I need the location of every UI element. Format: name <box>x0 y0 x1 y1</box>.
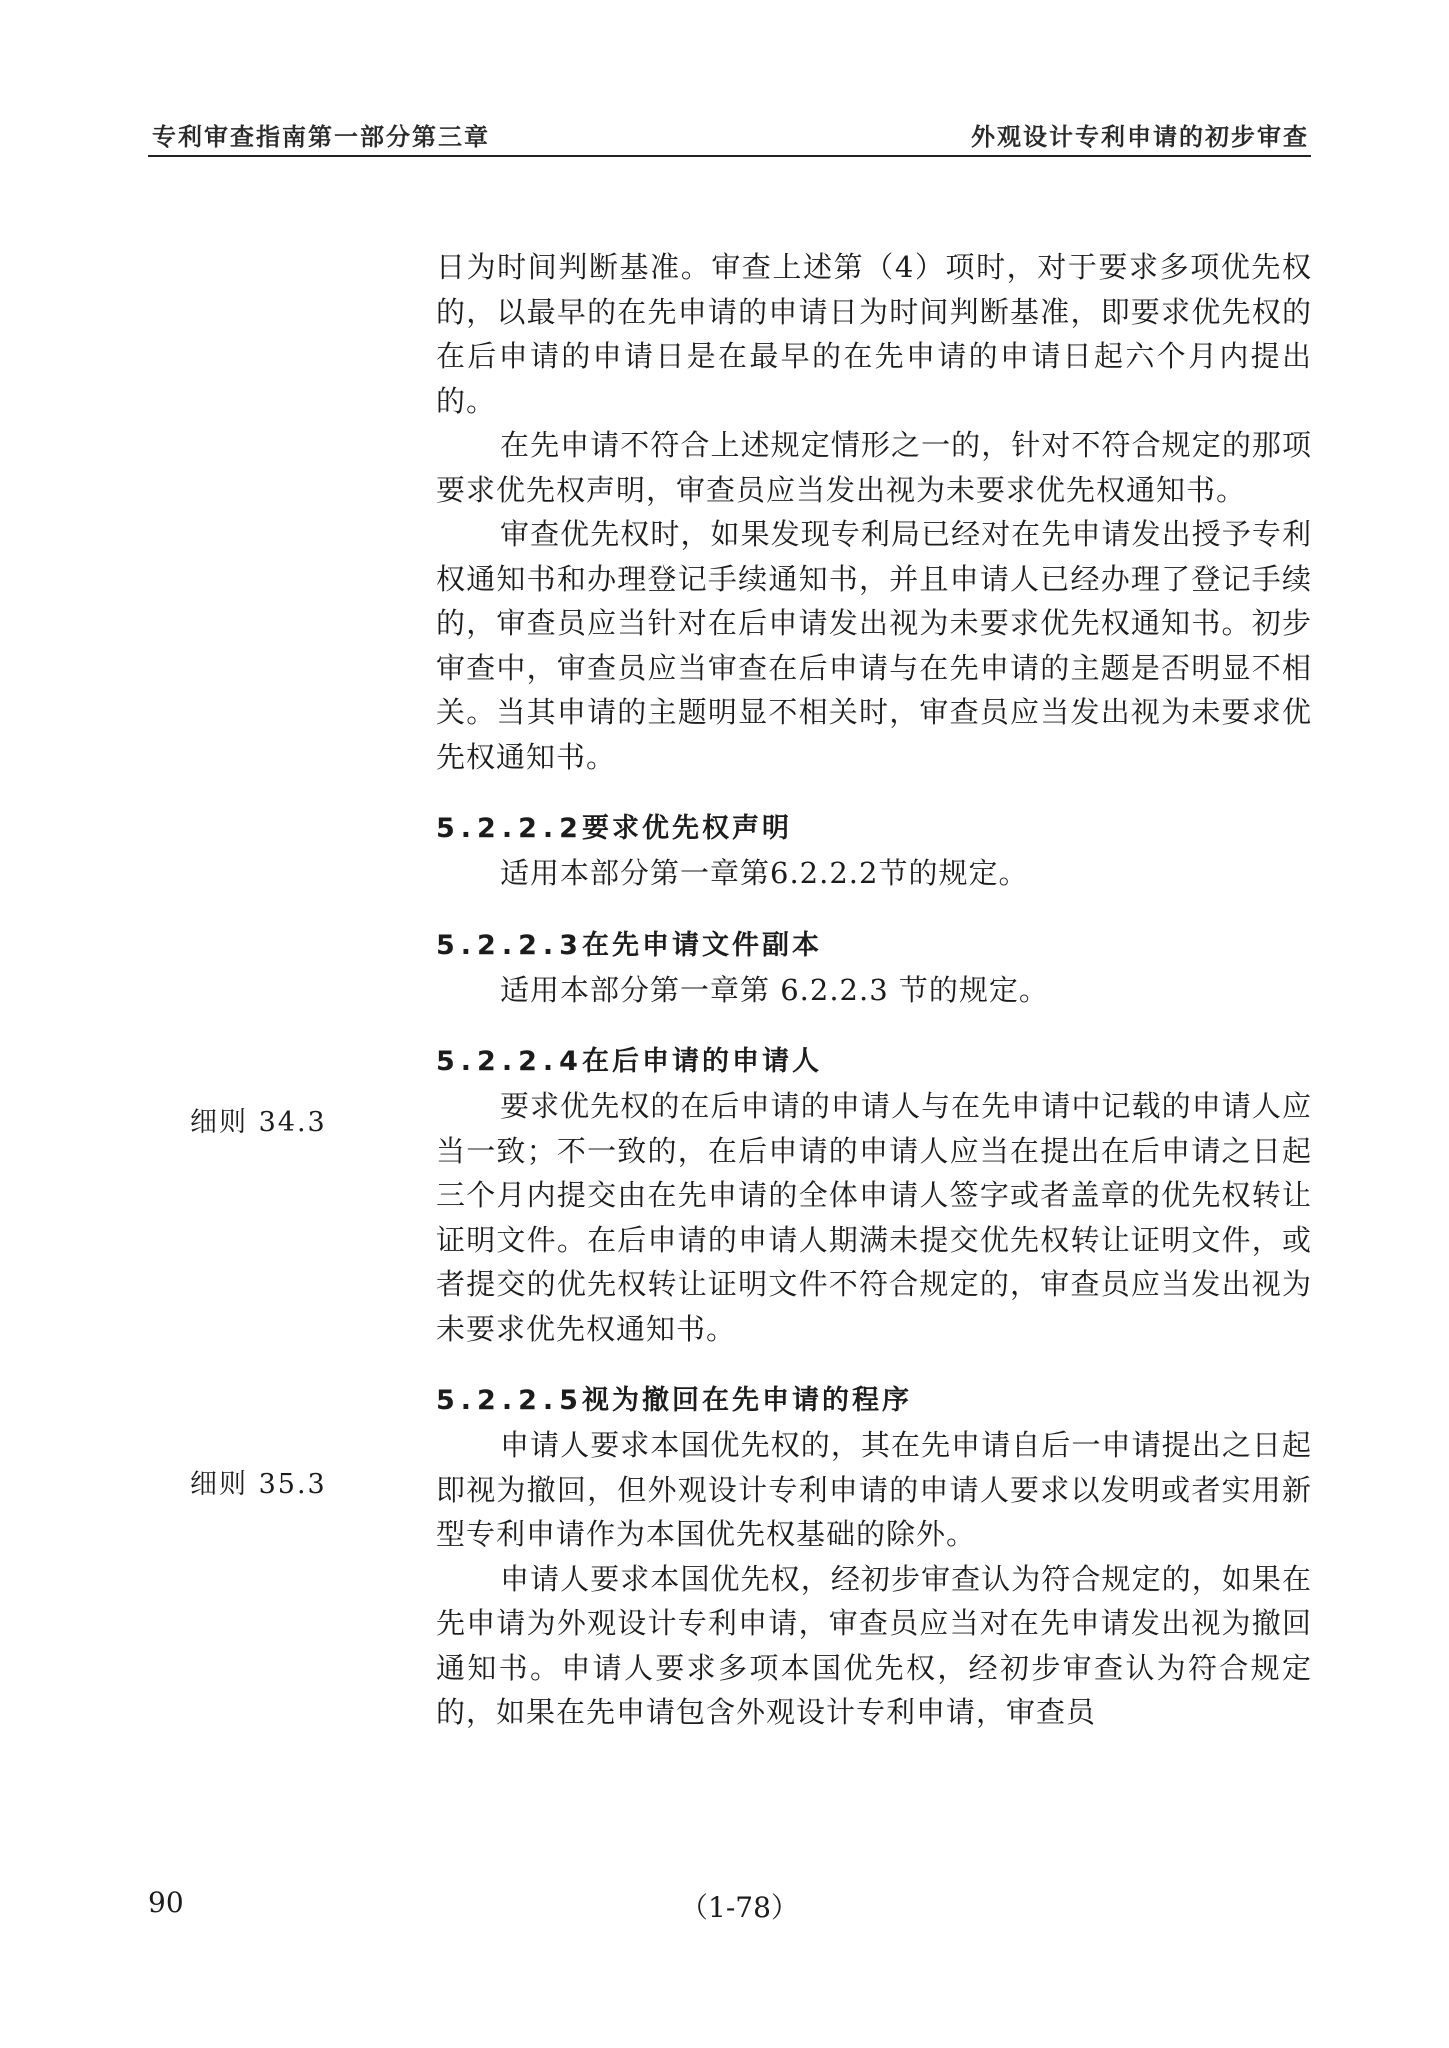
paragraph: 申请人要求本国优先权的，其在先申请自后一申请提出之日起即视为撤回，但外观设计专利申请的申请人要求以发明或者实用新型专利申请作为本国优先权基础的除外。 <box>436 1428 1312 1551</box>
paragraph: 适用本部分第一章第6.2.2.2节的规定。 <box>500 856 1029 890</box>
running-header <box>148 113 1311 157</box>
paragraph: 申请人要求本国优先权，经初步审查认为符合规定的，如果在先申请为外观设计专利申请，审查员应当对在先申请发出视为撤回通知书。申请人要求多项本国优先权，经初步审查认为符合规定的，如果在先申请包含外观设计专利申请，审查员 <box>436 1561 1312 1729</box>
paragraph: 审查优先权时，如果发现专利局已经对在先申请发出授予专利权通知书和办理登记手续通知书，并且申请人已经办理了登记手续的，审查员应当针对在后申请发出视为未要求优先权通知书。初步审查中，审查员应当审查在后申请与在先申请的主题是否明显不相关。当其申请的主题明显不相关时，审查员应当发出视为未要求优先权通知书。 <box>436 517 1312 774</box>
section-title: 要求优先权声明 <box>582 813 792 844</box>
section-heading-5-2-2-2 <box>436 807 1312 851</box>
page-number: 90 <box>148 1886 184 1919</box>
section-heading-5-2-2-4 <box>436 1040 1312 1084</box>
margin-note-rule-35-3: 细则 35.3 <box>190 1469 327 1500</box>
section-title: 在先申请文件副本 <box>582 929 822 961</box>
header-chapter-title: 专利审查指南第一部分第三章 <box>152 123 490 151</box>
section-heading-5-2-2-5 <box>436 1379 1312 1423</box>
main-text-column <box>436 245 1312 1735</box>
section-number: 5.2.2.3 <box>436 929 584 961</box>
paragraph: 适用本部分第一章第 6.2.2.3 节的规定。 <box>500 972 1049 1007</box>
section-number: 5.2.2.4 <box>436 1046 584 1077</box>
section-heading-5-2-2-3 <box>436 924 1312 968</box>
paragraph: 日为时间判断基准。审查上述第（4）项时，对于要求多项优先权的，以最早的在先申请的申请日为时间判断基准，即要求优先权的在后申请的申请日是在最早的在先申请的申请日起六个月内提出的。 <box>436 250 1312 418</box>
header-section-title: 外观设计专利申请的初步审查 <box>971 123 1309 151</box>
paragraph: 要求优先权的在后申请的申请人与在先申请中记载的申请人应当一致；不一致的，在后申请的申请人应当在提出在后申请之日起三个月内提交由在先申请的全体申请人签字或者盖章的优先权转让证明文件。在后申请的申请人期满未提交优先权转让证明文件，或者提交的优先权转让证明文件不符合规定的，审查员应当发出视为未要求优先权通知书。 <box>436 1089 1312 1346</box>
section-number: 5.2.2.5 <box>436 1385 584 1416</box>
page-reference: （1-78） <box>680 1891 799 1924</box>
section-number: 5.2.2.2 <box>436 813 584 844</box>
margin-note-rule-34-3: 细则 34.3 <box>190 1107 327 1138</box>
paragraph: 在先申请不符合上述规定情形之一的，针对不符合规定的那项要求优先权声明，审查员应当发出视为未要求优先权通知书。 <box>436 428 1312 507</box>
section-title: 在后申请的申请人 <box>582 1046 822 1077</box>
section-title: 视为撤回在先申请的程序 <box>582 1385 912 1416</box>
